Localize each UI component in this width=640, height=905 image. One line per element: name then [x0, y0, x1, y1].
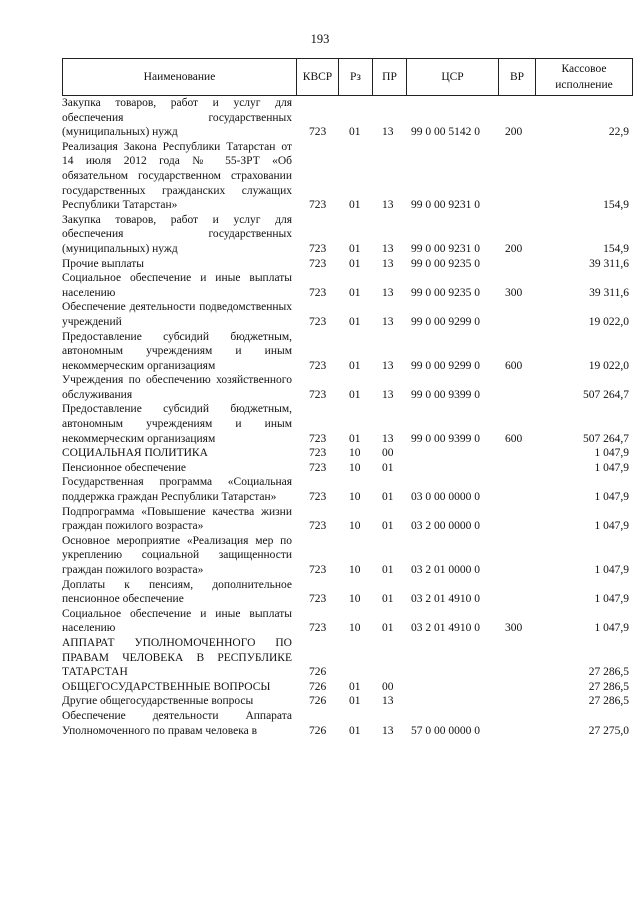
row-values	[62, 592, 633, 607]
row-amount: 1 047,9	[594, 491, 629, 504]
table-row	[62, 330, 633, 374]
row-rz: 01	[349, 242, 361, 255]
row-csr: 03 2 01 4910 0	[411, 622, 480, 635]
table-row	[62, 140, 633, 213]
table-header	[62, 58, 633, 96]
row-rz: 01	[349, 680, 361, 693]
row-vr: 600	[505, 359, 523, 372]
row-amount: 22,9	[608, 126, 629, 139]
row-pr: 13	[382, 724, 394, 737]
row-name: Другие общегосударственные вопросы	[62, 695, 254, 708]
row-pr: 13	[382, 359, 394, 372]
row-kvsr: 723	[309, 359, 327, 372]
row-pr: 13	[382, 126, 394, 139]
row-rz: 01	[349, 359, 361, 372]
row-name: Доплаты к пенсиям, дополнительное пенсионное обеспечение	[62, 578, 292, 606]
row-pr: 13	[382, 257, 394, 270]
row-name: Социальное обеспечение и иные выплаты населению	[62, 272, 292, 299]
row-kvsr: 723	[309, 432, 327, 445]
row-vr: 200	[505, 126, 523, 139]
row-name: Обеспечение деятельности подведомственных учреждений	[62, 301, 292, 328]
row-rz: 10	[349, 564, 361, 576]
row-name: Пенсионное обеспечение	[62, 461, 186, 474]
row-amount: 27 286,5	[588, 680, 629, 693]
table-row	[62, 461, 633, 476]
row-kvsr: 723	[309, 126, 327, 139]
header-vr: ВР	[498, 59, 535, 95]
row-values	[62, 359, 633, 374]
row-rz: 10	[349, 593, 361, 606]
row-kvsr: 723	[309, 491, 327, 504]
row-values	[62, 257, 633, 272]
table-row	[62, 373, 633, 402]
row-amount: 39 311,6	[589, 286, 629, 299]
row-values	[62, 242, 633, 257]
row-amount: 1 047,9	[594, 593, 629, 606]
row-csr: 03 0 00 0000 0	[411, 491, 480, 504]
row-amount: 1 047,9	[594, 461, 629, 474]
table-row	[62, 505, 633, 534]
row-values	[62, 621, 633, 636]
row-csr: 57 0 00 0000 0	[411, 724, 480, 737]
row-pr: 13	[382, 695, 394, 708]
row-kvsr: 723	[309, 447, 327, 460]
row-kvsr: 723	[309, 388, 327, 401]
row-values	[62, 563, 633, 578]
row-name: АППАРАТ УПОЛНОМОЧЕННОГО ПО ПРАВАМ ЧЕЛОВЕКА В РЕСПУБЛИКЕ ТАТАРСТАН	[62, 636, 292, 679]
row-kvsr: 723	[309, 520, 327, 533]
row-values	[62, 446, 633, 461]
table-body	[62, 96, 633, 738]
row-csr: 99 0 00 9235 0	[411, 286, 480, 299]
row-csr: 99 0 00 9231 0	[411, 242, 480, 255]
row-rz: 10	[349, 491, 361, 504]
row-amount: 1 047,9	[594, 520, 629, 533]
row-pr: 13	[382, 315, 394, 328]
row-pr: 01	[382, 622, 394, 635]
row-vr: 300	[505, 622, 523, 635]
row-csr: 99 0 00 9399 0	[411, 432, 480, 445]
row-csr: 03 2 01 4910 0	[411, 593, 480, 606]
row-amount: 1 047,9	[594, 447, 629, 460]
row-name: Обеспечение деятельности Аппарата Уполномоченного по правам человека в	[62, 709, 292, 737]
table-row	[62, 534, 633, 578]
row-vr: 300	[505, 286, 523, 299]
row-csr: 99 0 00 9299 0	[411, 359, 480, 372]
table-row	[62, 475, 633, 504]
row-amount: 27 286,5	[588, 695, 629, 708]
row-rz: 01	[349, 432, 361, 445]
row-kvsr: 723	[309, 242, 327, 255]
row-values	[62, 432, 633, 447]
table-row	[62, 680, 633, 695]
header-amount: Кассовое исполнение	[535, 59, 633, 95]
header-csr: ЦСР	[406, 59, 498, 95]
row-kvsr: 723	[309, 315, 327, 328]
row-kvsr: 723	[309, 199, 327, 212]
row-pr: 01	[382, 564, 394, 576]
row-rz: 01	[349, 126, 361, 139]
row-pr: 13	[382, 388, 394, 401]
table-row	[62, 636, 633, 680]
row-pr: 01	[382, 461, 394, 474]
table-row	[62, 402, 633, 446]
row-csr: 99 0 00 9399 0	[411, 388, 480, 401]
row-values	[62, 125, 633, 140]
row-rz: 10	[349, 461, 361, 474]
row-amount: 19 022,0	[588, 359, 629, 372]
row-values	[62, 519, 633, 534]
row-name: Социальное обеспечение и иные выплаты населению	[62, 607, 292, 635]
row-values	[62, 461, 633, 476]
row-rz: 10	[349, 520, 361, 533]
page-number: 193	[310, 32, 330, 46]
row-name: Основное мероприятие «Реализация мер по укреплению социальной защищенности граждан пожилого возраста»	[62, 534, 292, 576]
row-kvsr: 726	[309, 666, 327, 679]
table-row	[62, 694, 633, 709]
row-name: Подпрограмма «Повышение качества жизни граждан пожилого возраста»	[62, 505, 292, 533]
table-row	[62, 446, 633, 461]
row-amount: 507 264,7	[583, 388, 629, 401]
header-rz: Рз	[338, 59, 372, 95]
row-name: Учреждения по обеспечению хозяйственного обслуживания	[62, 374, 292, 401]
row-name: Закупка товаров, работ и услуг для обеспечения государственных (муниципальных) нужд	[62, 97, 292, 139]
row-rz: 01	[349, 257, 361, 270]
row-kvsr: 723	[309, 622, 327, 635]
row-values	[62, 665, 633, 680]
row-rz: 10	[349, 622, 361, 635]
row-pr: 00	[382, 447, 394, 460]
row-name: СОЦИАЛЬНАЯ ПОЛИТИКА	[62, 447, 208, 460]
row-name: Закупка товаров, работ и услуг для обеспечения государственных (муниципальных) нужд	[62, 213, 292, 255]
row-rz: 01	[349, 724, 361, 737]
row-pr: 01	[382, 491, 394, 504]
row-name: ОБЩЕГОСУДАРСТВЕННЫЕ ВОПРОСЫ	[62, 680, 271, 693]
row-pr: 13	[382, 286, 394, 299]
table-row	[62, 213, 633, 257]
row-rz: 10	[349, 447, 361, 460]
header-pr: ПР	[372, 59, 406, 95]
row-csr: 99 0 00 9235 0	[411, 257, 480, 270]
row-amount: 154,9	[603, 242, 629, 255]
row-name: Прочие выплаты	[62, 257, 145, 270]
row-amount: 27 286,5	[588, 666, 629, 679]
row-vr: 600	[505, 432, 523, 445]
table-row	[62, 96, 633, 140]
row-values	[62, 315, 633, 330]
row-values	[62, 680, 633, 695]
row-amount: 27 275,0	[588, 724, 629, 737]
row-pr: 13	[382, 199, 394, 212]
row-name: Государственная программа «Социальная поддержка граждан Республики Татарстан»	[62, 476, 292, 504]
row-kvsr: 723	[309, 257, 327, 270]
row-rz: 01	[349, 388, 361, 401]
row-values	[62, 694, 633, 709]
row-amount: 1 047,9	[594, 622, 629, 635]
table-row	[62, 300, 633, 329]
row-kvsr: 723	[309, 286, 327, 299]
row-rz: 01	[349, 695, 361, 708]
row-values	[62, 198, 633, 213]
table-row	[62, 578, 633, 607]
row-amount: 39 311,6	[589, 257, 629, 270]
row-rz: 01	[349, 199, 361, 212]
row-csr: 03 2 00 0000 0	[411, 520, 480, 533]
row-kvsr: 723	[309, 593, 327, 606]
row-kvsr: 723	[309, 461, 327, 474]
budget-table	[62, 58, 633, 738]
row-csr: 99 0 00 5142 0	[411, 126, 480, 139]
row-csr: 99 0 00 9299 0	[411, 315, 480, 328]
row-pr: 13	[382, 242, 394, 255]
row-name: Реализация Закона Республики Татарстан от 14 июля 2012 года № 55-ЗРТ «Об обязательном государственном страховании государственных гражданских служащих Республики Татарстан»	[62, 140, 292, 212]
table-row	[62, 271, 633, 300]
row-kvsr: 726	[309, 695, 327, 708]
table-row	[62, 709, 633, 738]
row-values	[62, 388, 633, 403]
row-pr: 13	[382, 432, 394, 445]
row-values	[62, 490, 633, 505]
row-kvsr: 726	[309, 724, 327, 737]
row-amount: 154,9	[603, 199, 629, 212]
row-rz: 01	[349, 286, 361, 299]
row-values	[62, 724, 633, 739]
table-row	[62, 257, 633, 272]
table-row	[62, 607, 633, 636]
row-pr: 01	[382, 520, 394, 533]
row-values	[62, 286, 633, 301]
row-pr: 00	[382, 680, 394, 693]
header-name: Наименование	[62, 59, 296, 95]
header-kvsr: КВСР	[296, 59, 338, 95]
row-name: Предоставление субсидий бюджетным, автономным учреждениям и иным некоммерческим организациям	[62, 330, 292, 372]
row-amount: 507 264,7	[583, 432, 629, 445]
row-kvsr: 723	[309, 564, 327, 576]
row-name: Предоставление субсидий бюджетным, автономным учреждениям и иным некоммерческим организациям	[62, 403, 292, 445]
row-kvsr: 726	[309, 680, 327, 693]
row-amount: 19 022,0	[588, 315, 629, 328]
row-amount: 1 047,9	[594, 564, 629, 576]
row-csr: 03 2 01 0000 0	[411, 564, 480, 576]
row-pr: 01	[382, 593, 394, 606]
row-rz: 01	[349, 315, 361, 328]
row-vr: 200	[505, 242, 523, 255]
row-csr: 99 0 00 9231 0	[411, 199, 480, 212]
